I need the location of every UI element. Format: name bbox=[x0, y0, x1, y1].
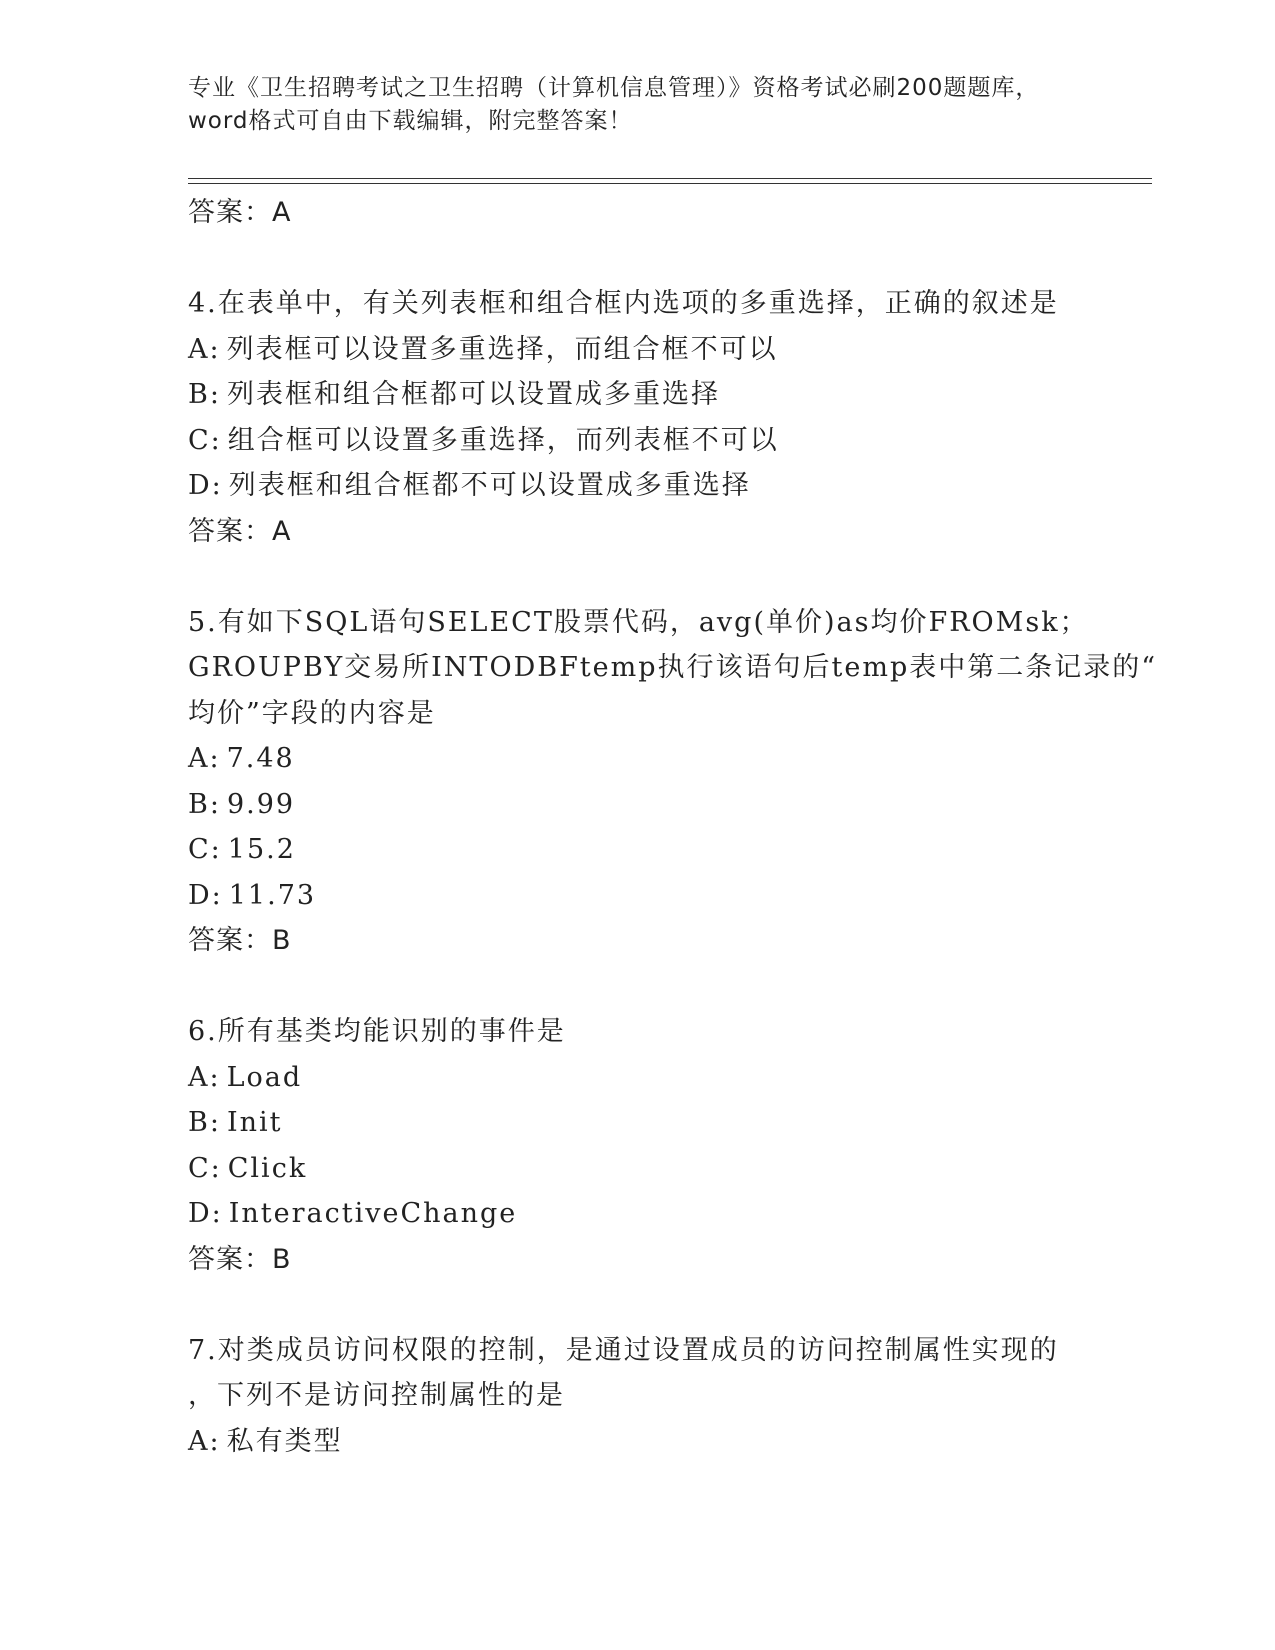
question-stem: GROUPBY交易所INTODBFtemp执行该语句后temp表中第二条记录的“ bbox=[188, 652, 1158, 683]
header-title-line-2: word格式可自由下载编辑，附完整答案！ bbox=[188, 108, 633, 134]
option-c bbox=[188, 827, 1108, 873]
option-b bbox=[188, 782, 1108, 828]
option-text: Init bbox=[226, 1107, 283, 1138]
option-label: C: bbox=[188, 834, 222, 865]
option-label: A: bbox=[188, 743, 221, 774]
header-divider-top bbox=[188, 178, 1152, 179]
option-text: Load bbox=[226, 1061, 303, 1093]
option-text: Click bbox=[227, 1152, 308, 1184]
header-title-line-1: 专业《卫生招聘考试之卫生招聘（计算机信息管理）》资格考试必刷200题题库， bbox=[188, 75, 1040, 101]
answer-line: 答案：B bbox=[188, 925, 292, 956]
option-a bbox=[188, 327, 1108, 373]
header-divider-bottom bbox=[188, 183, 1152, 184]
option-label: A: bbox=[188, 1425, 221, 1457]
option-text: 11.73 bbox=[228, 879, 317, 911]
option-label: D: bbox=[188, 470, 223, 501]
spacer bbox=[188, 236, 1108, 282]
question-stem: 6.所有基类均能识别的事件是 bbox=[188, 1016, 566, 1047]
option-label: D: bbox=[188, 879, 223, 911]
question-block bbox=[188, 1009, 1108, 1282]
option-d bbox=[188, 1191, 1108, 1237]
spacer bbox=[188, 964, 1108, 1010]
answer-line: 答案：A bbox=[188, 515, 292, 547]
option-text: 9.99 bbox=[226, 788, 296, 820]
option-c bbox=[188, 1146, 1108, 1192]
question-block bbox=[188, 600, 1158, 964]
question-stem: 4.在表单中，有关列表框和组合框内选项的多重选择，正确的叙述是 bbox=[188, 288, 1059, 319]
option-label: A: bbox=[188, 333, 221, 365]
option-b bbox=[188, 372, 1108, 418]
option-d bbox=[188, 463, 1108, 509]
option-text: 列表框可以设置多重选择，而组合框不可以 bbox=[226, 333, 778, 365]
question-list bbox=[188, 190, 1158, 1464]
option-label: C: bbox=[188, 424, 222, 456]
option-text: 私有类型 bbox=[226, 1425, 343, 1457]
answer-line: 答案：A bbox=[188, 197, 292, 228]
question-block bbox=[188, 1328, 1108, 1465]
option-label: B: bbox=[188, 1107, 221, 1138]
question-stem: 均价”字段的内容是 bbox=[188, 697, 436, 729]
option-text: 7.48 bbox=[226, 743, 295, 774]
option-label: B: bbox=[188, 379, 221, 410]
spacer bbox=[188, 554, 1108, 600]
document-header bbox=[188, 72, 1088, 138]
option-text: 列表框和组合框都不可以设置成多重选择 bbox=[228, 470, 751, 501]
option-d bbox=[188, 873, 1108, 919]
question-block bbox=[188, 281, 1108, 554]
option-label: D: bbox=[188, 1198, 223, 1229]
option-a bbox=[188, 1419, 1108, 1465]
option-text: 组合框可以设置多重选择，而列表框不可以 bbox=[227, 424, 779, 456]
option-text: 列表框和组合框都可以设置成多重选择 bbox=[226, 379, 720, 410]
answer-line: 答案：B bbox=[188, 1243, 292, 1275]
spacer bbox=[188, 1282, 1108, 1328]
option-text: 15.2 bbox=[227, 834, 296, 865]
question-stem: 5.有如下SQL语句SELECT股票代码，avg(单价)as均价FROMsk； bbox=[188, 606, 1089, 638]
option-label: C: bbox=[188, 1152, 222, 1184]
option-label: B: bbox=[188, 788, 221, 820]
option-label: A: bbox=[188, 1061, 221, 1093]
option-text: InteractiveChange bbox=[228, 1198, 518, 1229]
option-b bbox=[188, 1100, 1108, 1146]
question-stem: ，下列不是访问控制属性的是 bbox=[188, 1380, 565, 1411]
option-a bbox=[188, 1055, 1108, 1101]
question-stem: 7.对类成员访问权限的控制，是通过设置成员的访问控制属性实现的 bbox=[188, 1334, 1059, 1366]
option-c bbox=[188, 418, 1108, 464]
option-a bbox=[188, 736, 1108, 782]
